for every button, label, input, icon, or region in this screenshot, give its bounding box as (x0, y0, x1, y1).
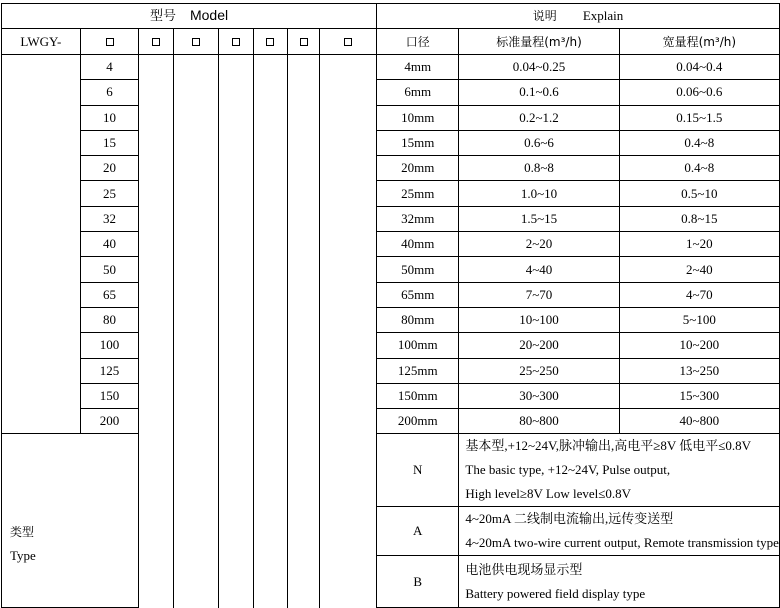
standard-range-value: 0.2~1.2 (459, 105, 619, 130)
caliber-value: 125mm (377, 358, 459, 383)
wide-range-value: 1~20 (619, 232, 779, 257)
size-row (2, 181, 780, 206)
standard-range-value: 4~40 (459, 257, 619, 282)
wide-range-column-header: 宽量程(m³/h) (619, 29, 779, 55)
standard-range-value: 7~70 (459, 282, 619, 307)
square-icon (344, 38, 352, 46)
square-icon (300, 38, 308, 46)
type-code: N (377, 434, 459, 507)
model-header-en: Model (189, 7, 229, 23)
caliber-value: 15mm (377, 130, 459, 155)
wide-range-value: 0.5~10 (619, 181, 779, 206)
type-description-line: 4~20mA 二线制电流输出,远传变送型 (465, 511, 674, 527)
size-code: 150 (80, 383, 139, 408)
caliber-value: 4mm (377, 55, 459, 80)
size-row (2, 282, 780, 307)
caliber-value: 32mm (377, 206, 459, 231)
type-label-zh: 类型 (10, 525, 35, 540)
model-selection-table (1, 3, 780, 608)
type-description-line: Battery powered field display type (465, 585, 646, 601)
wide-range-value: 5~100 (619, 307, 779, 332)
size-row (2, 156, 780, 181)
square-icon (232, 38, 240, 46)
size-row (2, 358, 780, 383)
caliber-value: 200mm (377, 409, 459, 434)
caliber-value: 10mm (377, 105, 459, 130)
size-code: 65 (80, 282, 139, 307)
wide-range-value: 2~40 (619, 257, 779, 282)
caliber-value: 20mm (377, 156, 459, 181)
placeholder-square-3 (174, 29, 219, 55)
standard-range-value: 2~20 (459, 232, 619, 257)
standard-range-value: 20~200 (459, 333, 619, 358)
explain-header-cell (377, 4, 780, 29)
blank-column (320, 55, 377, 608)
size-code: 100 (80, 333, 139, 358)
blank-column (139, 55, 174, 608)
type-description-line: The basic type, +12~24V, Pulse output, (465, 462, 671, 478)
wide-range-value: 10~200 (619, 333, 779, 358)
size-code: 10 (80, 105, 139, 130)
placeholder-square-1 (80, 29, 139, 55)
size-row (2, 55, 780, 80)
caliber-value: 150mm (377, 383, 459, 408)
explain-header-zh: 说明 (532, 9, 557, 23)
blank-column (218, 55, 253, 608)
wide-range-value: 0.4~8 (619, 130, 779, 155)
type-description (459, 556, 780, 608)
caliber-value: 100mm (377, 333, 459, 358)
caliber-value: 65mm (377, 282, 459, 307)
size-row (2, 409, 780, 434)
model-header-zh: 型号 (149, 9, 176, 24)
blank-cell (2, 55, 81, 434)
type-description-line: 4~20mA two-wire current output, Remote transmission type (465, 535, 779, 551)
type-description-line: 电池供电现场显示型 (465, 561, 583, 577)
square-icon (266, 38, 274, 46)
standard-range-value: 0.04~0.25 (459, 55, 619, 80)
size-code: 80 (80, 307, 139, 332)
type-description (459, 507, 780, 556)
size-code: 32 (80, 206, 139, 231)
type-description-line: High level≥8V Low level≤0.8V (465, 486, 632, 502)
placeholder-square-2 (139, 29, 174, 55)
size-code: 6 (80, 80, 139, 105)
blank-column (174, 55, 219, 608)
size-row (2, 206, 780, 231)
caliber-value: 25mm (377, 181, 459, 206)
type-description (459, 434, 780, 507)
size-row (2, 307, 780, 332)
wide-range-value: 0.15~1.5 (619, 105, 779, 130)
size-row (2, 333, 780, 358)
size-row (2, 257, 780, 282)
explain-header-en: Explain (582, 8, 624, 23)
size-code: 15 (80, 130, 139, 155)
size-code: 40 (80, 232, 139, 257)
size-code: 125 (80, 358, 139, 383)
size-code: 200 (80, 409, 139, 434)
wide-range-value: 4~70 (619, 282, 779, 307)
size-row (2, 232, 780, 257)
wide-range-value: 13~250 (619, 358, 779, 383)
model-header-cell (2, 4, 377, 29)
standard-range-value: 0.6~6 (459, 130, 619, 155)
wide-range-value: 40~800 (619, 409, 779, 434)
caliber-value: 50mm (377, 257, 459, 282)
type-code: B (377, 556, 459, 608)
square-icon (192, 38, 200, 46)
placeholder-square-6 (288, 29, 320, 55)
standard-range-value: 1.0~10 (459, 181, 619, 206)
wide-range-value: 0.06~0.6 (619, 80, 779, 105)
standard-range-value: 0.8~8 (459, 156, 619, 181)
square-icon (106, 38, 114, 46)
wide-range-value: 0.8~15 (619, 206, 779, 231)
caliber-column-header: 口径 (377, 29, 459, 55)
placeholder-square-4 (218, 29, 253, 55)
standard-range-value: 30~300 (459, 383, 619, 408)
type-code: A (377, 507, 459, 556)
caliber-value: 6mm (377, 80, 459, 105)
standard-range-value: 1.5~15 (459, 206, 619, 231)
wide-range-value: 0.4~8 (619, 156, 779, 181)
type-row (2, 434, 780, 507)
caliber-value: 80mm (377, 307, 459, 332)
wide-range-value: 0.04~0.4 (619, 55, 779, 80)
model-prefix: LWGY- (2, 29, 81, 55)
placeholder-square-5 (253, 29, 288, 55)
size-row (2, 105, 780, 130)
standard-range-value: 0.1~0.6 (459, 80, 619, 105)
type-label-en: Type (10, 548, 36, 564)
size-code: 4 (80, 55, 139, 80)
blank-column (253, 55, 288, 608)
header-row (2, 4, 780, 29)
standard-range-column-header: 标准量程(m³/h) (459, 29, 619, 55)
size-code: 50 (80, 257, 139, 282)
size-code: 25 (80, 181, 139, 206)
standard-range-value: 80~800 (459, 409, 619, 434)
caliber-value: 40mm (377, 232, 459, 257)
size-code: 20 (80, 156, 139, 181)
type-label-cell (2, 434, 139, 608)
size-row (2, 383, 780, 408)
square-icon (152, 38, 160, 46)
standard-range-value: 25~250 (459, 358, 619, 383)
standard-range-value: 10~100 (459, 307, 619, 332)
placeholder-square-7 (320, 29, 377, 55)
size-row (2, 80, 780, 105)
wide-range-value: 15~300 (619, 383, 779, 408)
blank-column (288, 55, 320, 608)
code-row (2, 29, 780, 55)
type-description-line: 基本型,+12~24V,脉冲输出,高电平≥8V 低电平≤0.8V (465, 438, 752, 454)
size-row (2, 130, 780, 155)
